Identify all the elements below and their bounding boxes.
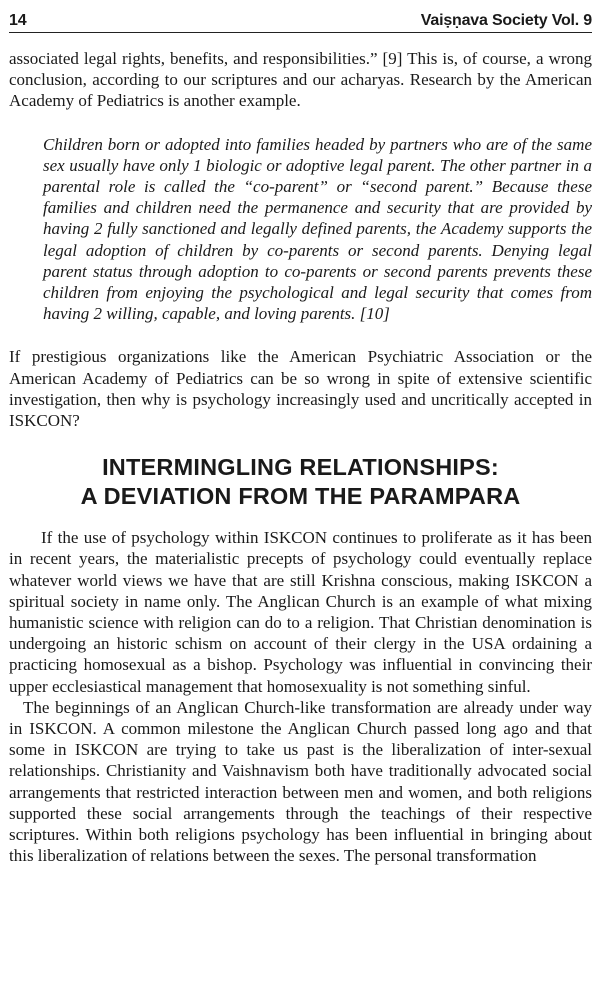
publication-title: Vaiṣṇava Society Vol. 9 <box>420 12 592 29</box>
body-paragraph-2: The beginnings of an Anglican Church-like transformation are already under way in ISKCON. A common milestone the Anglican Church passed long ago and that some in ISKCON are trying to take us past is the liberalization of inter-sexual relationships. Christianity and Vaishnavism both have traditionally advocated social arrangements that restricted interaction between men and women, and both religions supported these social arrangements through the teachings of their respective scriptures. Within both religions psychology has been influential in bringing about this liberalization of relations between the sexes. The personal transformation <box>9 697 592 866</box>
section-heading <box>9 453 592 511</box>
block-quote: Children born or adopted into families headed by partners who are of the same sex usually have only 1 biologic or adoptive legal parent. The other partner in a parental role is called the “co-parent” or “second parent.” Because these families and children need the permanence and security that are provided by having 2 fully sanctioned and legally defined parents, the Academy supports the legal adoption of children by co-parents or second parents. Denying legal parent status through adoption to co-parents or second parents prevents these children from enjoying the psychological and legal security that comes from having 2 willing, capable, and loving parents. [10] <box>43 134 592 324</box>
question-paragraph: If prestigious organizations like the American Psychiatric Association or the American Academy of Pediatrics can be so wrong in spite of extensive scientific investigation, then why is psychology increasingly used and uncritically accepted in ISKCON? <box>9 347 592 431</box>
body-paragraph-1: If the use of psychology within ISKCON continues to proliferate as it has been in recent years, the materialistic precepts of psychology could eventually replace whatever world views we have that are still Krishna conscious, making ISKCON a spiritual society in name only. The Anglican Church is an example of what mixing humanistic science with religion can do to a religion. That Christian denomination is undergoing an historic schism on account of their clergy in the USA ordaining a practicing homosexual as a bishop. Psychology was influential in convincing their upper ecclesiastical management that homosexuality is not something sinful. <box>9 528 592 696</box>
section-heading-line-2: A DEVIATION FROM THE PARAMPARA <box>80 483 521 510</box>
running-header <box>9 0 592 33</box>
intro-paragraph: associated legal rights, benefits, and responsibilities.” [9] This is, of course, a wrong conclusion, according to our scriptures and our acharyas. Research by the American Academy of Pediatrics is another example. <box>9 49 592 111</box>
section-heading-line-1: INTERMINGLING RELATIONSHIPS: <box>102 454 499 481</box>
page-number: 14 <box>9 12 27 29</box>
